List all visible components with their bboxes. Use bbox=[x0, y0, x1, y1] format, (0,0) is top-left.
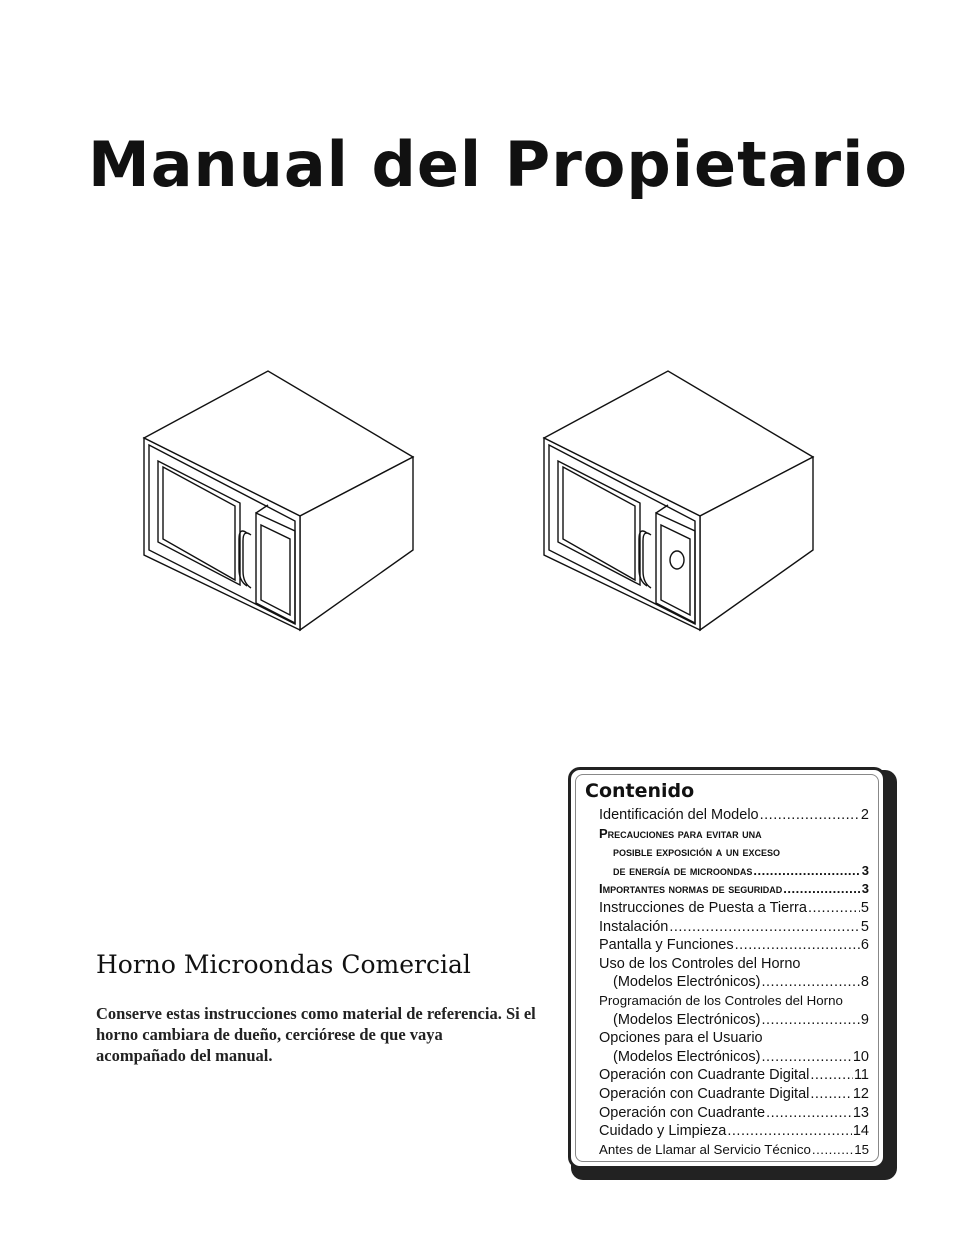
toc-item: Instalación ..... 5 bbox=[599, 918, 869, 937]
reference-note: Conserve estas instrucciones como material de referencia. Si el horno cambiara de dueño, cerciórese de que vaya acompañado del manual. bbox=[96, 1004, 536, 1065]
toc-item: Instrucciones de Puesta a Tierra ..... 5 bbox=[599, 899, 869, 918]
microwave-electronic-icon bbox=[144, 371, 413, 630]
toc-item: Operación con Cuadrante ..... 13 bbox=[599, 1104, 869, 1123]
product-name: Horno Microondas Comercial bbox=[96, 950, 471, 979]
table-of-contents bbox=[568, 767, 886, 1169]
microwave-dial-icon bbox=[544, 371, 813, 630]
toc-heading: Contenido bbox=[585, 780, 695, 802]
toc-item: Pantalla y Funciones ..... 6 bbox=[599, 936, 869, 955]
toc-item: Importantes normas de seguridad ..... 3 bbox=[599, 880, 869, 899]
toc-item: Operación con Cuadrante Digital ..... 12 bbox=[599, 1085, 869, 1104]
toc-item: Cuidado y Limpieza ..... 14 bbox=[599, 1122, 869, 1141]
toc-item: Opciones para el Usuario (Modelos Electrónicos) ..... 10 bbox=[599, 1029, 869, 1066]
toc-item: Antes de Llamar al Servicio Técnico ..... 15 bbox=[599, 1141, 869, 1160]
microwave-illustration bbox=[130, 365, 830, 645]
toc-item: Uso de los Controles del Horno (Modelos Electrónicos) ..... 8 bbox=[599, 955, 869, 992]
toc-item: Precauciones para evitar una posible exposición a un exceso de energía de microondas ..... 3 bbox=[599, 825, 869, 881]
page-title: Manual del Propietario bbox=[88, 128, 908, 201]
toc-item: Programación de los Controles del Horno (Modelos Electrónicos) ..... 9 bbox=[599, 992, 869, 1029]
toc-item: Operación con Cuadrante Digital ..... 11 bbox=[599, 1066, 869, 1085]
toc-list bbox=[599, 806, 869, 1159]
toc-item: Identificación del Modelo ..... 2 bbox=[599, 806, 869, 825]
